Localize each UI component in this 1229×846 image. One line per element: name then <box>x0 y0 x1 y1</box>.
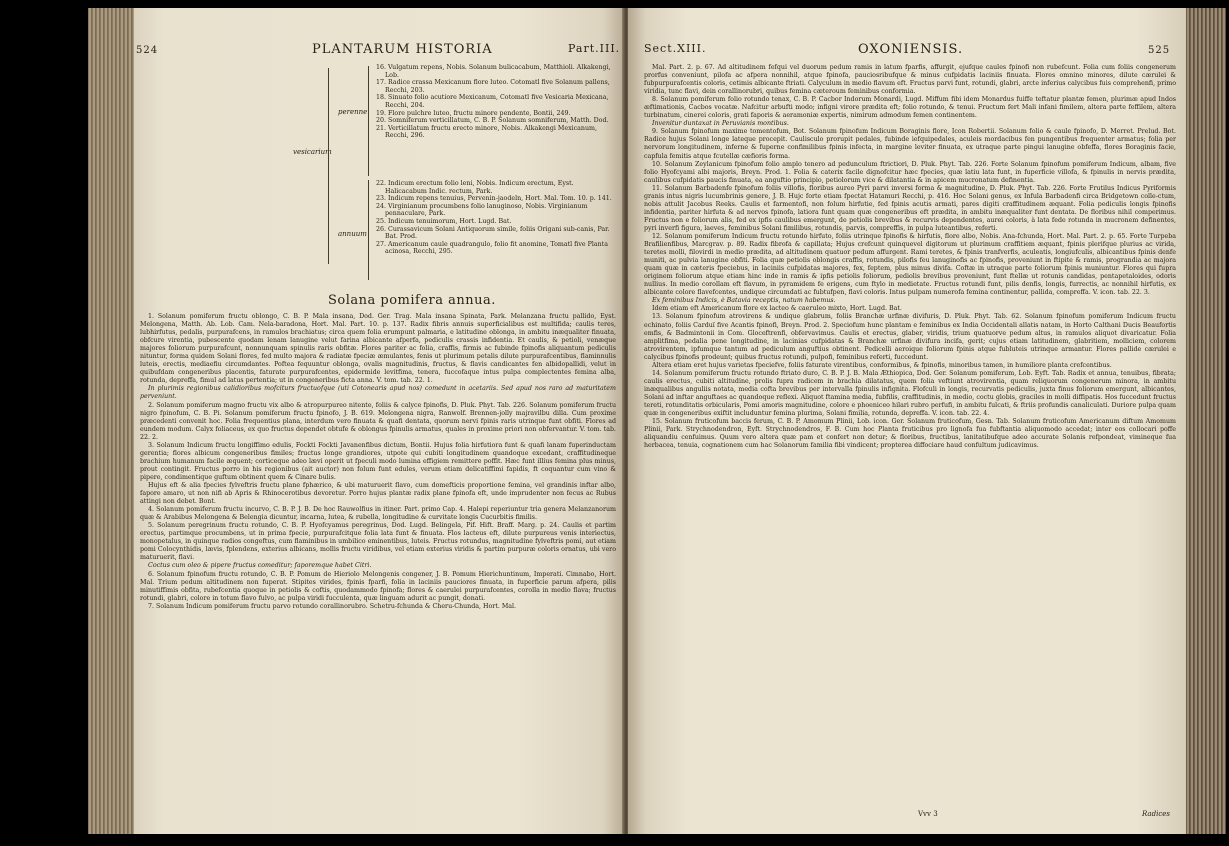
paragraph: 12. Solanum pomiferum Indicum fructu rotundo hirfuto, foliis utrinque fpinofis & hirfutis, flore albo, Nobis. Ana-fchunda, Hort. Mal. Part. 2. p. 65. Forte Turpeba Brafilienfibus, Marcgrav. p. 89. Radix fibrofa & capillata; Hujus crefcunt quinquevel digitorum ut plurimum craffitiem æquant, fpinis plerifque plurius ac virida, teretes molli, filovirdi in medio prædita, ad altitudinem quatuor pedum affurgent. Rami teretes, & fpinis tranfverfis, aculeatis, longiufculis, albicantibus fpinis denfe muniti, ac pulvia lanugine obfiti. Folia quæ petiolis oblongis craffis, rotundis, pilofis feu lanuginofis ac fpinofis, proveniunt in ftipite & ramis, prograndia ac majora quam quæ in cæteris fpeciebus, in laciniis cufpidatas majores, fex, feptem, plus minus divifa. Coftæ in utraque parte foliorum fpinis muniuntur. Flores qui fupra originem foliorum atque etiam hinc inde in ramis & ipfis petiolis foliorum, pediolis brevibus proveniunt, funt ftellæ ut rotunis candidas, pentapetaloides, odoris nullius. In medio corollam eft flavum, in pyramidem fe erigens, cum ftylo in medietate. Fructus rotundi funt, pilis denfis, longis, furrectis, ac nonnihil hirfutis, ex albicante colore flavefcentes, undique circumdati ac fubtufpen, flavi coloris. Intus pulpam numerofa femina continentur, pallida, compreffa. V. icon. tab. 22. 3. <box>644 232 1176 297</box>
catchword: Radices <box>1142 810 1170 818</box>
list-item: 27. Americanum caule quadrangulo, folio fit anomine, Tomatl five Planta acinosa, Recchi, 295. <box>376 240 608 256</box>
paragraph: 2. Solanum pomiferum magno fructu vix albo & atropurpureo nitente, foliis & calyce fpinofis, D. Pluk. Phyt. Tab. 226. Solanum pomiferum fructu nigro fpinofum, C. B. Pi. Solanum pomiferum fructu fpinofo, J. B. 619. Melongena nigra, Ranwolf. Brennen-jolly majravilbu dilla. Cum proxime præcedenti convenit hoc. Folia frequentius plana, interdum vero finuata & quafi dentata, quorum nervi fpinis raris utrinque funt obfiti. Flores ad eundem modum. Calyx foliaceus, ex quo fructus dependet obtufe & oblongus fpinulis armatus, quales in proxime priori non obfervantur. V. tom. tab. 22. 2. <box>140 401 616 441</box>
paragraph: In plurimis regionibus calidioribus mofciturs fructuofque (uti Cotonearis apud nos) comedunt in acetariis. Sed apud nos raro ad maturitatem perveniunt. <box>140 385 616 401</box>
paragraph: Mal. Part. 2. p. 67. Ad altitudinem fefqui vel duorum pedum ramis in latum fparfis, affurgit, ejufque caules fpinofi non rubefcunt. Folia cum foliis congenerum prorfus conveniunt, pilofa ac afpera nonnihil, atque fpinofa, pauciosribufque & minus cufpidatis laciniis finuata. Flores omnino minores, dilute cærulei & fubpurpurafcentis coloris, cetimis albicante ftriati. Calyculum in medio flavum eft. Fructus parvi funt, rotundi, glabri, arcte inferius calycibus fuis comprehenfi, primo viridia, tunc flavi, dein corallinorubri, quibus femina cæteroum feminibus conformia. <box>644 64 1176 96</box>
left-page-edges <box>88 8 134 834</box>
right-page <box>628 8 1226 834</box>
perenne-brace <box>368 66 369 176</box>
paragraph: 9. Solanum fpinofum maxime tomentofum, Bot. Solanum fpinofum Indicum Boraginis flore, Icon Robertii. Solanum folio & caule fpinofo, D. Merret. Prelud. Bot. Radice hujus Solani longe lateque procepit. Caulisculo prorupit pedales, fubinde iefquipedales, aculeis mordacibus fen pungentibus frequenter armatus; folia per nervorum longitudinem, inferne & fuperne confimilibus fpinis infecta, in margine leviter finuata, ex utraque parte pingui lanugine obfeffa, flores Boraginis facie, capfula femitis atque fcutellæ cæfioris forma. <box>644 128 1176 160</box>
left-page-number: 524 <box>136 45 159 56</box>
paragraph: 1. Solanum pomiferum fructu oblongo, C. B. P. Mala insana, Dod. Ger. Trag. Mala insana Spinata, Park. Melanzana fructu pallido, Eyst. Melongena, Matth. Ab. Lob. Cam. Nela-baradona, Hort. Mal. Part. 10. p. 137. Radix fibris annuis superficialibus est multifida; caulis teres, lubhirfutus, pedalis, purpurafcens, in ramulos brachiatus; circa quem folia erumpunt palmaria, e latitudine oblonga, in ambitu inæqualiter finuata, obfcure virentia, pubescente quodam lenam lanugine velut farina albicante afperfa, pediculis crassis infidentia. Et caulis, & petioli, venæque majores foliorum purpurafcunt, nonnunquam spinulis raris obfitæ. Flores pariter ac folia, craffis, firmis ac fubinde fpinofis aliquantum pediculis nituntur, forma quidem Solani flores, fed multo majora & radiatæ fpeciæ æmulantes, fenis ut plurimum petalis dilute purpurafcentibus, flaminnulis luteis, erectis, mediaefiu circumdantes. Poftea fequuntur oblonga, ovalis magnitudinis, fructus, & flavis candicantes fen albidopallidi, velut in quibufdam congeneribus placentis, faturate purpurafcentes, epidermide levitfima, tenera, fuccofaque intus pulpa complectentes femina alba, rotunda, depreffa, fimul ad latus pertentia; ut in congeneribus ficta anna. V. tom. tab. 22. 1. <box>140 313 616 385</box>
list-item: 20. Somniferum verticillatum, C. B. P. Solanum somniferum, Matth. Dod. <box>376 117 609 125</box>
left-part-label: Part.III. <box>568 42 621 55</box>
paragraph: 3. Solanum Indicum fructu longiffimo edulis, Fockti Fockti Javanenfibus dictum, Bontii. Hujus folia hirfutiora funt & quafi lanam fuperinductam gerentia; flores albicum congeneribus fimiles; fructus longe grandiores, utpote qui cubiti longitudinem quandoque excedant, craffitudineque brachium humanum facile æquent; corticeque adeo lævi operit ut fpeculi modo lumina effigiem remittere poffit. Hæc funt illius femina plus minus, prout contingit. Fructus porro in his regionibus (ait auctor) non folum funt edules, verum etiam delicatiffimi fapidis, ft coquantur cum vino & pipere, condimentique guftum obtinent quem & Cinare bulis. <box>140 441 616 481</box>
left-body-text <box>140 313 616 823</box>
right-section-label: Sect.XIII. <box>644 42 707 55</box>
paragraph: Altera etiam eret hujus varietas fpeciefve, foliis faturate virentibus, conformibus, & fpinofis, minoribus tamen, in humiliore planta crefcentibus. <box>652 361 1112 369</box>
annuum-brace <box>368 180 369 280</box>
list-item: 25. Indicum tenuimorum, Hort. Lugd. Bat. <box>376 217 512 225</box>
paragraph: 8. Solanum pomiferum folio rotundo tenax, C. B. P. Cacbor Indorum Monardi, Lugd. Miffum fibi idem Monardus fuiffe teftatur plantæ femen, plurimæ apud Indos æftimationis, Cacbos vocatæ. Nafcitur arbufti modo; infigni virore prædita eft; folio rotundo, & tenui. Fructum fert Mali infani fimilem, altera parte feffilem, altera turbinatum, cinerei coloris, grati faporis & aeramoniæ expertis, nimirum admodum femen continentem. <box>644 96 1176 120</box>
list-item: 26. Curassavicum Solani Antiquorum simile, foliis Origani sub-canis, Par. Bat. Prod. <box>376 225 610 241</box>
list-item: 18. Sinuato folio acutiore Mexicanum, Cotomatl five Vesicaria Mexicana, Recchi, 204. <box>376 94 609 109</box>
paragraph: 7. Solanum Indicum pomiferum fructu parvo rotundo corallinorubro. Schetru-fchunda & Cheru-Chunda, Hort. Mal. <box>148 602 517 610</box>
paragraph: 6. Solanum fpinofum fructu rotundo, C. B. P. Pomum de Hieriolo Melongenis congener, J. B. Pomum Hierichuntinum, Imperati. Cimnabo, Hort. Mal. Trium pedum altitudinem non fuperat. Stipites virides, fpinis fparfi, folia in laciniis pauciores finuata, in fuperficie parum afpera, pilis minutiffimis obfita, rubefcentia quoque in petiolis & coftis, quodammodo fpinofa; flores & caerulei purpurafcentes, corolla in medio flava; fructus rotundi, glabri, colore in totum flavo fulvo, ac pulpa viridi fucculenta, quæ linguam adurit ac pungit, donati. <box>140 570 616 602</box>
section-title: Solana pomifera annua. <box>328 293 496 308</box>
left-page <box>88 8 624 834</box>
list-item: 24. Virginianum procumbens folio lanuginoso, Nobis. Virginianum pennaculare, Park. <box>376 202 588 218</box>
paragraph: Invenitur duntaxat in Peruvianis montibus. <box>652 120 789 128</box>
list-item: 23. Indicum repens tenuius, Pervenin-jaodeln, Hort. Mal. Tom. 10. p. 141. <box>376 195 612 203</box>
group-label-annuum: annuum <box>338 230 367 238</box>
paragraph: 4. Solanum pomiferum fructu incurvo, C. B. P. J. B. De hoc Rauwolfius in itiner. Part. primo Cap. 4. Halepi reperiuntur tria genera Melanzanorum quæ & Arabibus Melongena & Belengia dicuntur, incarna, lutea, & rubella, longitudine & curvitate longis Cucurbitis fimilis. <box>140 506 616 522</box>
right-page-edges <box>1186 8 1226 834</box>
paragraph: Ex feminibus Indicis, è Batavia receptis, natum habemus. <box>652 297 836 305</box>
perenne-list <box>376 64 616 140</box>
paragraph: Idem etiam eft Americanum flore ex lacteo & caeruleo mixto, Hort. Lugd. Bat. <box>652 305 902 313</box>
left-running-title: PLANTARUM HISTORIA <box>312 42 493 57</box>
group-label-perenne: perenne <box>338 108 368 116</box>
paragraph: 13. Solanum fpinofum atrovirens & undique glabrum, foliis Branchæ urfinæ divifuris, D. Pluk. Phyt. Tab. 62. Solanum fpinofum pomiferum Indicum fructu echinato, foliis Carduï five Acantis fpinofi, Breyn. Prod. 2. Speciofum hunc plantam e feminibus ex India Occidentali allatis natam, in Horto Calthani Ducis Beaufortis emfis, & Badmintonii in Com. Gloceftrenfi, obfervavimus. Caulis et erectus, glaber, viridis, trium quatuorve pedum altus, in ramulos aliquot divaricatur. Folia amplitfima, pedalia pene longitudine, in lacinias cufpidatas & Branchæ urfinæ divifura incifa, gerit; cujus etiam latitudinem, glabritiem, molliciem, colorem atrovirentem, ipfumque tantum ad pediculum anguftius obtinent. Pedicelli aeroique foliorum fpinis atque fubluteis utrinque armantur. Flores pallide cærulei e calycibus fpinofis prodeunt; quibus fructus rotundi, pulpofi, feminibus referti, fuccedunt. <box>644 313 1176 361</box>
list-item: 21. Verticillatum fructu erecto minore, Nobis. Alkakengi Mexicanum, Recchi, 296. <box>376 124 597 140</box>
group-label-vesicarium: vesicarium <box>293 148 332 156</box>
right-body-text <box>644 64 1176 802</box>
paragraph: Coctus cum oleo & pipere fructus comeditur; faporemque habet Citri. <box>148 562 372 570</box>
paragraph: Hujus eft & alia fpecies fylveftris fructu plane fphærico, & ubi maturuerit flavo, cum domefticis proportione femina, vel grandinis inftar albo, fapore amaro, ut non nifi ab Apris & Rhinocerotibus devoretur. Porro hujus plantæ radix plane fpinofa eft, unde imprudenter non fecus ac Rubus attingi non debet. Bont. <box>140 481 616 506</box>
list-item: 22. Indicum erectum folio leni, Nobis. Indicum erectum, Eyst. Halicacabum Indic. rectum, Park. <box>376 180 574 195</box>
paragraph: 15. Solanum fruticofum baccis ferum, C. B. P. Amomum Plinii, Lob. icon. Ger. Solanum fruticofum, Gesn. Tab. Solanum fruticofum Americanum diftum Amomum Plinii, Park. Strychnodendron, Eyft. Strychnodendros, F. B. Cum hoc Planta fruticibus pro lignofa fua fubftantia aliquomodo accedat; inter eos collocari poffe aliquandiu cenfuimus. Quum vero altera quæ pam et confert non detur; & floribus, fructibus, lanitatibufque adeo accurate Solanis refpondeat, vimineque fua herbacea, tenuia, cognationem cum hac Solanorum familia fibi vindicent; propterea diffociare haud confultum judicavimus. <box>644 418 1176 450</box>
outer-brace <box>328 68 329 264</box>
list-item: 17. Radice crassa Mexicanum flore luteo. Cotomatl five Solanum pallens, Recchi, 203. <box>376 79 610 94</box>
paragraph: 10. Solanum Zeylanicum fpinofum folio amplo tenero ad pedunculum ftrictiori, D. Pluk. Phyt. Tab. 226. Forte Solanum fpinofum pomiferum Indicum, albam, five folio Hyofcyami albi majoris, Breyn. Prod. 1. Folia & caterix facile dignofcitur hæc fpecies, quæ latiu lata funt, in fuperficie villofa, & fpinulis in nervis prædita, caulibus cufpidatis paucis finuata, ea anguftio principio, petiolorum vice & dilatantia & in apicem mucronatum definentia. <box>644 160 1176 184</box>
right-running-title: OXONIENSIS. <box>858 42 964 57</box>
open-book <box>88 8 1226 834</box>
list-item: 19. Flore pulchre luteo, fructu minore pendente, Bontii, 249. <box>376 109 571 117</box>
list-item: 16. Vulgatum repens, Nobis. Solanum bulicacabum, Matthioli. Alkakengi, Lob. <box>376 64 611 79</box>
annuum-list <box>376 180 616 256</box>
paragraph: 5. Solanum peregrinum fructu rotundo, C. B. P. Hyofcyamus peregrinus, Dod. Lugd. Belingela, Pif. Hift. Braff. Marg. p. 24. Caulis et partim erectus, partimque procumbens, ut in prima fpecie, purpurafcitque folia lata funt & finuata. Flos lacteus eft, dilute purpureus venis interiectus, monopetalus, in quinque radios congeftus, cum flaminibus in umbilico eminentibus, luteis. Fructus rotundus, magnitudine fylveftris pomi, aut etiam pomi Colocynthidis, lævis, fplendens, exterius albicans, mollis fructu viridibus, vel etiam exterius viridis & partim purpuræ coloris ornatus, ubi vero maturuerit, flavi. <box>140 522 616 562</box>
right-page-number: 525 <box>1148 45 1171 56</box>
paragraph: 14. Solanum pomiferum fructu rotundo ftriato duro, C. B. P. J. B. Mala Æthiopica, Dod. Ger. Solanum pomiferum, Lob. Eyft. Tab. Radix et annua, tenuibus, fibrata; caulis erectus, cubiti altitudine, prolis fupra radicem in brachia dilatatus, quem folia veftiunt atrovirentia, quam reliquorum congenerum minora, in ambitu inæqualibus anguliis notata, media cofta brevibus per intervalla fpinulis infignita. Flofculi in longis, recurvatis pediculis, juxta finus foliorum emergunt, albicantes, Solani ad inftar anguftaes ac quandoque reflexi. Aliquot ftamina media, fubfilis, craffitudinis, in medio, coctu globis, graciles in molli diffipatis. Hos fuccedunt fructus tereti, rotunditatis orbicularis, Pomi amoris magnitudine, colore e phoeniceo hilari rubro perfufi, in ambitu fulcati, & ftriis profundis canaliculati. Duriore pulpa quam quæ in congeneribus exiftit includuntur femina plurima, Solani fimilia, rotunda, depreffa. V. icon. tab. 22. 4. <box>644 369 1176 418</box>
paragraph: 11. Solanum Barbadenfe fpinofum foliis villofis, floribus aureo Pyri parvi inversi forma & magnitudine, D. Pluk. Phyt. Tab. 226. Forte Frutilus Indicus Pyriformis granis intus nigris lucumbrinis genere, J. B. Hujc forte etiam fpectat Hatamuri Recchi, p. 416. Hoc Solani genus, ex Infula Barbadenfi circa Bridgetown colle-ctum, nobis attulit Jacobus Reeks. Caulis et farmentofi, non folum hirfutie, fed fpinis acutis armati, pares digiti craffitudinem æquant. Folia pediculis longis fpinofis infidentia, pariter hirfuta & ad nervos fpinofa, latiora funt quam quæ congeneribus eft prædita, in ambitu inæqualiter funt dentata. De floribus nihil comperimus. Fructus non e foliorum alis, fed ex ipfis caulibus emergunt, de petiolis brevibus & recurvis dependentes, aurei coloris, à lata fede rotunda in mucronem definentes, pyri inverfi figura, laeves, feminibus Solani fimilibus, rotundis, parvis, compreffis, in pulpa luteantibus, referti. <box>644 184 1176 232</box>
signature-mark: Vvv 3 <box>918 810 938 818</box>
